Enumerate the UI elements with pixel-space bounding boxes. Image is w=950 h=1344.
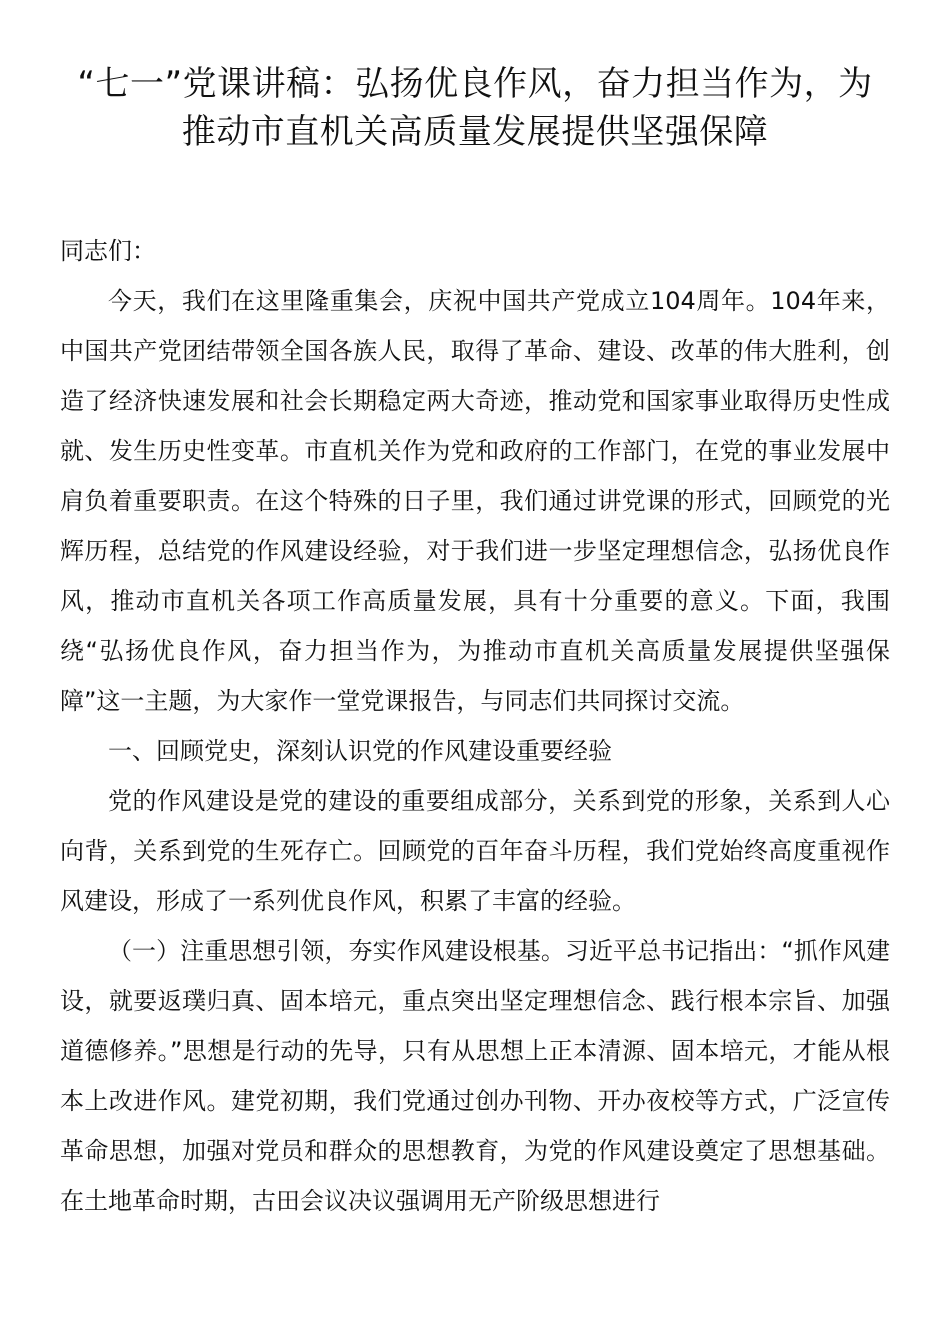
intro-paragraph: 今天，我们在这里隆重集会，庆祝中国共产党成立104周年。104年来，中国共产党团结带领全国各族人民，取得了革命、建设、改革的伟大胜利，创造了经济快速发展和社会长期稳定两大奇迹，推动党和国家事业取得历史性成就、发生历史性变革。市直机关作为党和政府的工作部门，在党的事业发展中肩负着重要职责。在这个特殊的日子里，我们通过讲党课的形式，回顾党的光辉历程，总结党的作风建设经验，对于我们进一步坚定理想信念，弘扬优良作风，推动市直机关各项工作高质量发展，具有十分重要的意义。下面，我围绕“弘扬优良作风，奋力担当作为，为推动市直机关高质量发展提供坚强保障”这一主题，为大家作一堂党课报告，与同志们共同探讨交流。	[60, 287, 890, 715]
section-paragraph: （一）注重思想引领，夯实作风建设根基。习近平总书记指出：“抓作风建设，就要返璞归真、固本培元，重点突出坚定理想信念、践行根本宗旨、加强道德修养。”思想是行动的先导，只有从思想上正本清源、固本培元，才能从根本上改进作风。建党初期，我们党通过创办刊物、开办夜校等方式，广泛宣传革命思想，加强对党员和群众的思想教育，为党的作风建设奠定了思想基础。在土地革命时期，古田会议决议强调用无产阶级思想进行	[60, 937, 890, 1215]
salutation: 同志们：	[60, 237, 156, 265]
section-paragraph: 党的作风建设是党的建设的重要组成部分，关系到党的形象，关系到人心向背，关系到党的生死存亡。回顾党的百年奋斗历程，我们党始终高度重视作风建设，形成了一系列优良作风，积累了丰富的经验。	[60, 787, 890, 915]
section-heading: 一、回顾党史，深刻认识党的作风建设重要经验	[108, 737, 612, 765]
document-body	[60, 226, 890, 1226]
document-title: “七一”党课讲稿：弘扬优良作风，奋力担当作为，为推动市直机关高质量发展提供坚强保障	[77, 64, 873, 152]
